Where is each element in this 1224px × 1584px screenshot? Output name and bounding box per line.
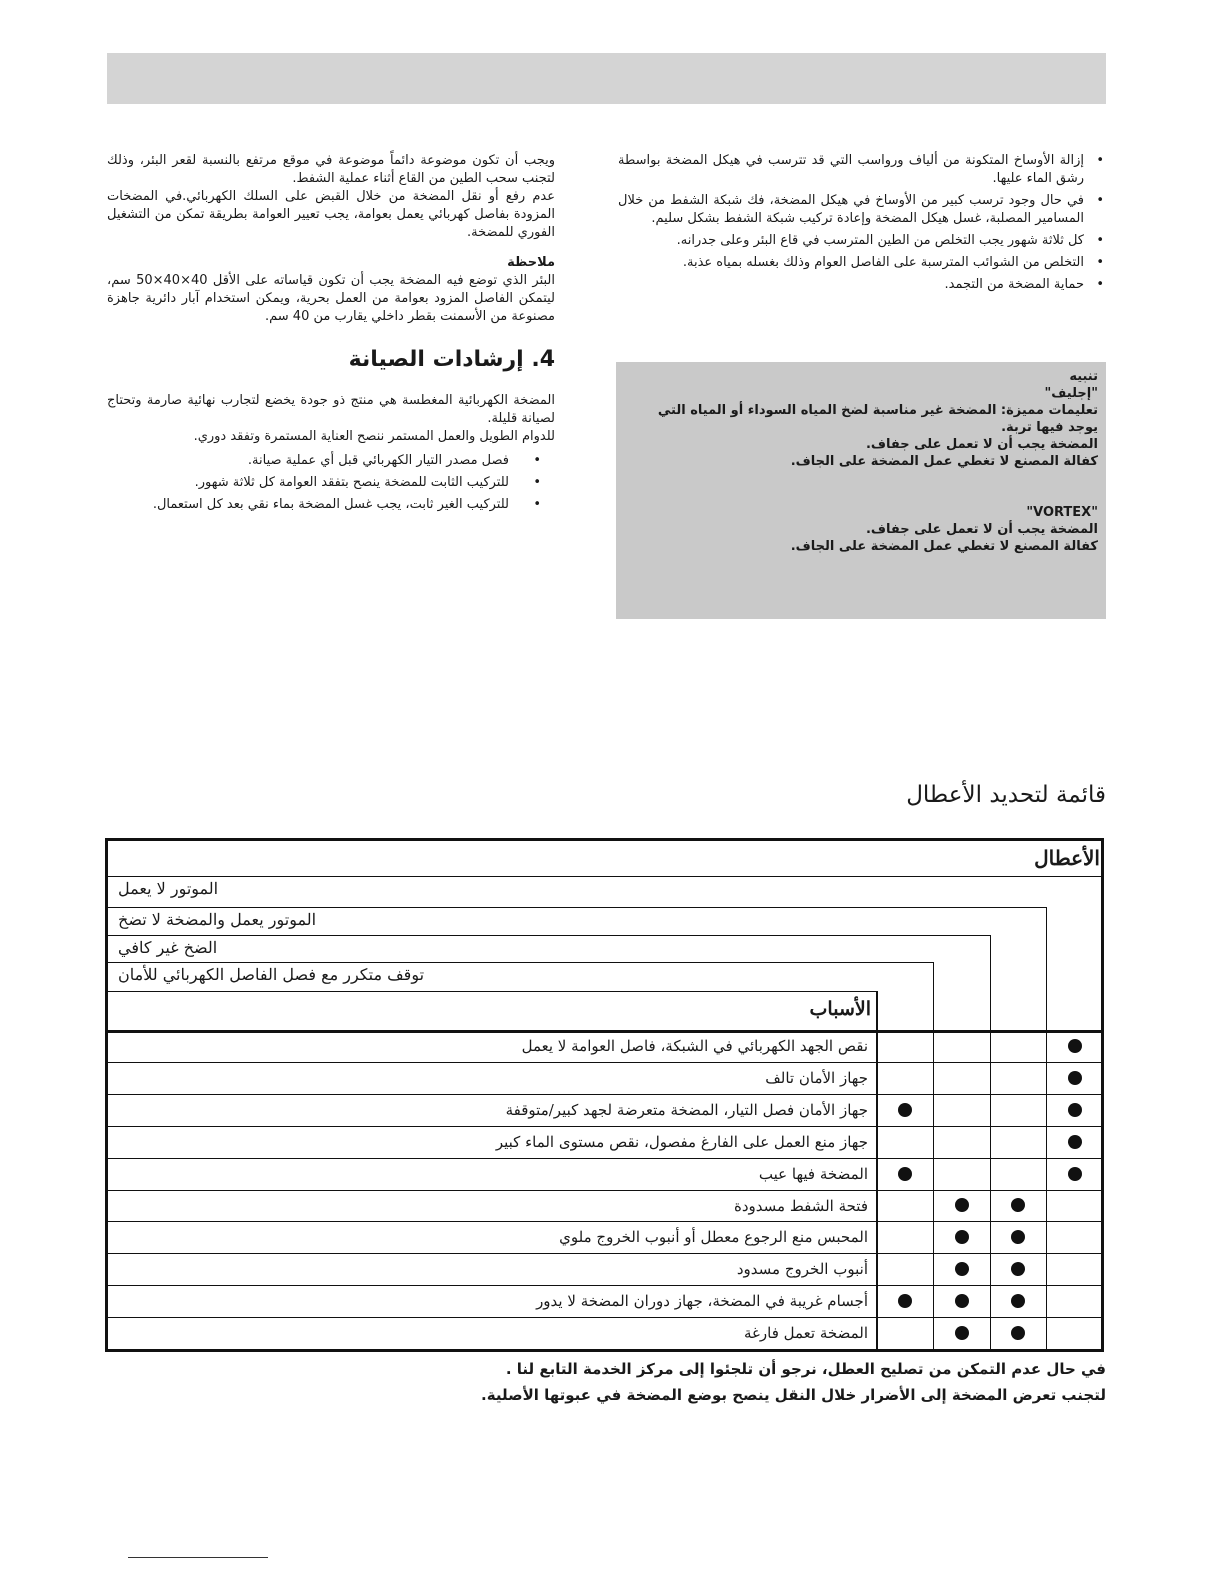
row-divider bbox=[108, 1317, 1103, 1318]
column-line bbox=[933, 962, 934, 1352]
faults-header: الأعطال bbox=[1034, 846, 1100, 870]
fault-frame-line bbox=[108, 876, 1103, 877]
cause-label: أنبوب الخروج مسدود bbox=[736, 1260, 868, 1279]
warning-line: كفالة المصنع لا تغطي عمل المضخة على الجاف. bbox=[790, 454, 1098, 469]
right-column bbox=[618, 152, 1106, 298]
list-item: • للتركيب الغير ثابت، يجب غسل المضخة بماء نقي بعد كل استعمال. bbox=[107, 496, 509, 514]
fault-mark-dot bbox=[955, 1262, 969, 1276]
troubleshooting-title: قائمة لتحديد الأعطال bbox=[906, 782, 1106, 808]
fault-mark-dot bbox=[898, 1103, 912, 1117]
fault-mark-dot bbox=[955, 1198, 969, 1212]
list-item: • حماية المضخة من التجمد. bbox=[618, 276, 1084, 294]
list-item: • إزالة الأوساخ المتكونة من ألياف ورواسب التي قد تترسب في هيكل المضخة بواسطة رشق الماء عليها. bbox=[618, 152, 1084, 188]
paragraph: ويجب أن تكون موضوعة دائماً موضوعة في موقع مرتفع بالنسبة لقعر البئر، وذلك لتجنب سحب الطين من القاع أثناء عملية الشفط. bbox=[107, 153, 555, 186]
cause-label: نقص الجهد الكهربائي في الشبكة، فاصل العوامة لا يعمل bbox=[521, 1037, 868, 1055]
fault-label: الموتور يعمل والمضخة لا تضخ bbox=[118, 910, 317, 929]
page-number-line bbox=[128, 1557, 268, 1558]
cause-label: جهاز الأمان فصل التيار، المضخة متعرضة لجهد كبير/متوقفة bbox=[505, 1100, 868, 1119]
list-item: • فصل مصدر التيار الكهربائي قبل أي عملية صيانة. bbox=[107, 452, 509, 470]
cause-label: جهاز منع العمل على الفارغ مفصول، نقص مستوى الماء كبير bbox=[495, 1132, 868, 1151]
header-divider bbox=[108, 1030, 1103, 1033]
row-divider bbox=[108, 1190, 1103, 1191]
row-divider bbox=[108, 1285, 1103, 1286]
cause-label: المحبس منع الرجوع معطل أو أنبوب الخروج ملوي bbox=[559, 1228, 868, 1247]
fault-mark-dot bbox=[1068, 1167, 1082, 1181]
row-divider bbox=[108, 1158, 1103, 1159]
note-text: البئر الذي توضع فيه المضخة يجب أن تكون قياساته على الأقل 40×40×50 سم، ليتمكن الفاصل المزود بعوامة من العمل بحرية، ويمكن استخدام آبار دائرية جاهزة مصنوعة من الأسمنت بقطر داخلي يقارب من 40 سم. bbox=[107, 273, 555, 324]
paragraph: عدم رفع أو نقل المضخة من خلال القبض على السلك الكهربائي.في المضخات المزودة بفاصل كهربائي يعمل بعوامة، يجب تعيير العوامة بطريقة تمكن من التشغيل الفوري للمضخة. bbox=[107, 189, 555, 240]
fault-mark-dot bbox=[1011, 1294, 1025, 1308]
warning-line: كفالة المصنع لا تغطي عمل المضخة على الجاف. bbox=[790, 539, 1098, 554]
fault-mark-dot bbox=[1068, 1135, 1082, 1149]
fault-mark-dot bbox=[1011, 1198, 1025, 1212]
warning-model: "إجليف" bbox=[1044, 386, 1098, 401]
fault-mark-dot bbox=[1011, 1230, 1025, 1244]
cause-label: جهاز الأمان تالف bbox=[765, 1068, 868, 1087]
fault-label: الضخ غير كافي bbox=[118, 938, 218, 957]
row-divider bbox=[108, 1126, 1103, 1127]
fault-mark-dot bbox=[1011, 1326, 1025, 1340]
cause-label: المضخة فيها عيب bbox=[758, 1164, 868, 1183]
fault-mark-dot bbox=[955, 1294, 969, 1308]
cause-label: فتحة الشفط مسدودة bbox=[734, 1196, 868, 1215]
warning-model: "VORTEX" bbox=[1026, 505, 1098, 520]
warning-title: تنبيه bbox=[1069, 369, 1098, 384]
fault-label: الموتور لا يعمل bbox=[118, 879, 219, 898]
warning-box bbox=[616, 362, 1106, 619]
column-line bbox=[876, 991, 878, 1352]
fault-label: توقف متكرر مع فصل الفاصل الكهربائي للأمان bbox=[118, 965, 425, 984]
causes-header: الأسباب bbox=[809, 998, 871, 1020]
row-divider bbox=[108, 1062, 1103, 1063]
fault-frame-line bbox=[108, 991, 876, 992]
note-title: ملاحظة bbox=[507, 255, 555, 270]
list-item: • في حال وجود ترسب كبير من الأوساخ في هيكل المضخة، فك شبكة الشفط من خلال المسامير المصلبة، غسل هيكل المضخة وإعادة تركيب شبكة الشفط بشكل سليم. bbox=[618, 192, 1084, 228]
footer-note: لتجنب تعرض المضخة إلى الأضرار خلال النقل ينصح بوضع المضخة في عبوتها الأصلية. bbox=[481, 1386, 1106, 1404]
row-divider bbox=[108, 1253, 1103, 1254]
warning-line: المضخة يجب أن لا تعمل على جفاف. bbox=[865, 437, 1098, 452]
fault-frame-line bbox=[108, 962, 933, 963]
cleaning-bullets bbox=[618, 152, 1106, 294]
cause-label: المضخة تعمل فارغة bbox=[744, 1324, 868, 1343]
fault-mark-dot bbox=[955, 1230, 969, 1244]
paragraph: للدوام الطويل والعمل المستمر ننصح العناية المستمرة وتفقد دوري. bbox=[193, 429, 555, 444]
chart-frame bbox=[105, 838, 1104, 1352]
footer-note: في حال عدم التمكن من تصليح العطل، نرجو أن تلجئوا إلى مركز الخدمة التابع لنا . bbox=[505, 1360, 1106, 1378]
fault-mark-dot bbox=[1068, 1071, 1082, 1085]
fault-mark-dot bbox=[1011, 1262, 1025, 1276]
warning-line: المضخة يجب أن لا تعمل على جفاف. bbox=[865, 522, 1098, 537]
list-item: • التخلص من الشوائب المترسبة على الفاصل العوام وذلك بغسله بمياه عذبة. bbox=[618, 254, 1084, 272]
paragraph: المضخة الكهربائية المغطسة هي منتج ذو جودة يخضع لتجارب نهائية صارمة وتحتاج لصيانة قليلة. bbox=[107, 393, 555, 426]
fault-frame-line bbox=[108, 935, 990, 936]
header-bar bbox=[107, 53, 1106, 104]
cause-label: أجسام غريبة في المضخة، جهاز دوران المضخة لا يدور bbox=[536, 1292, 868, 1311]
warning-line: تعليمات مميزة: المضخة غير مناسبة لضخ المياه السوداء أو المياه التي يوجد فيها تربة. bbox=[657, 403, 1098, 435]
left-column bbox=[107, 152, 555, 518]
row-divider bbox=[108, 1094, 1103, 1095]
list-item: • للتركيب الثابت للمضخة ينصح بتفقد العوامة كل ثلاثة شهور. bbox=[107, 474, 509, 492]
fault-mark-dot bbox=[955, 1326, 969, 1340]
column-line bbox=[1046, 907, 1047, 1352]
fault-mark-dot bbox=[898, 1167, 912, 1181]
fault-frame-line bbox=[108, 907, 1046, 908]
fault-mark-dot bbox=[1068, 1103, 1082, 1117]
row-divider bbox=[108, 1221, 1103, 1222]
fault-mark-dot bbox=[898, 1294, 912, 1308]
column-line bbox=[990, 935, 991, 1352]
section-title: 4. إرشادات الصيانة bbox=[348, 347, 555, 372]
maintenance-bullets bbox=[107, 452, 555, 514]
list-item: • كل ثلاثة شهور يجب التخلص من الطين المترسب في قاع البئر وعلى جدرانه. bbox=[618, 232, 1084, 250]
fault-mark-dot bbox=[1068, 1039, 1082, 1053]
